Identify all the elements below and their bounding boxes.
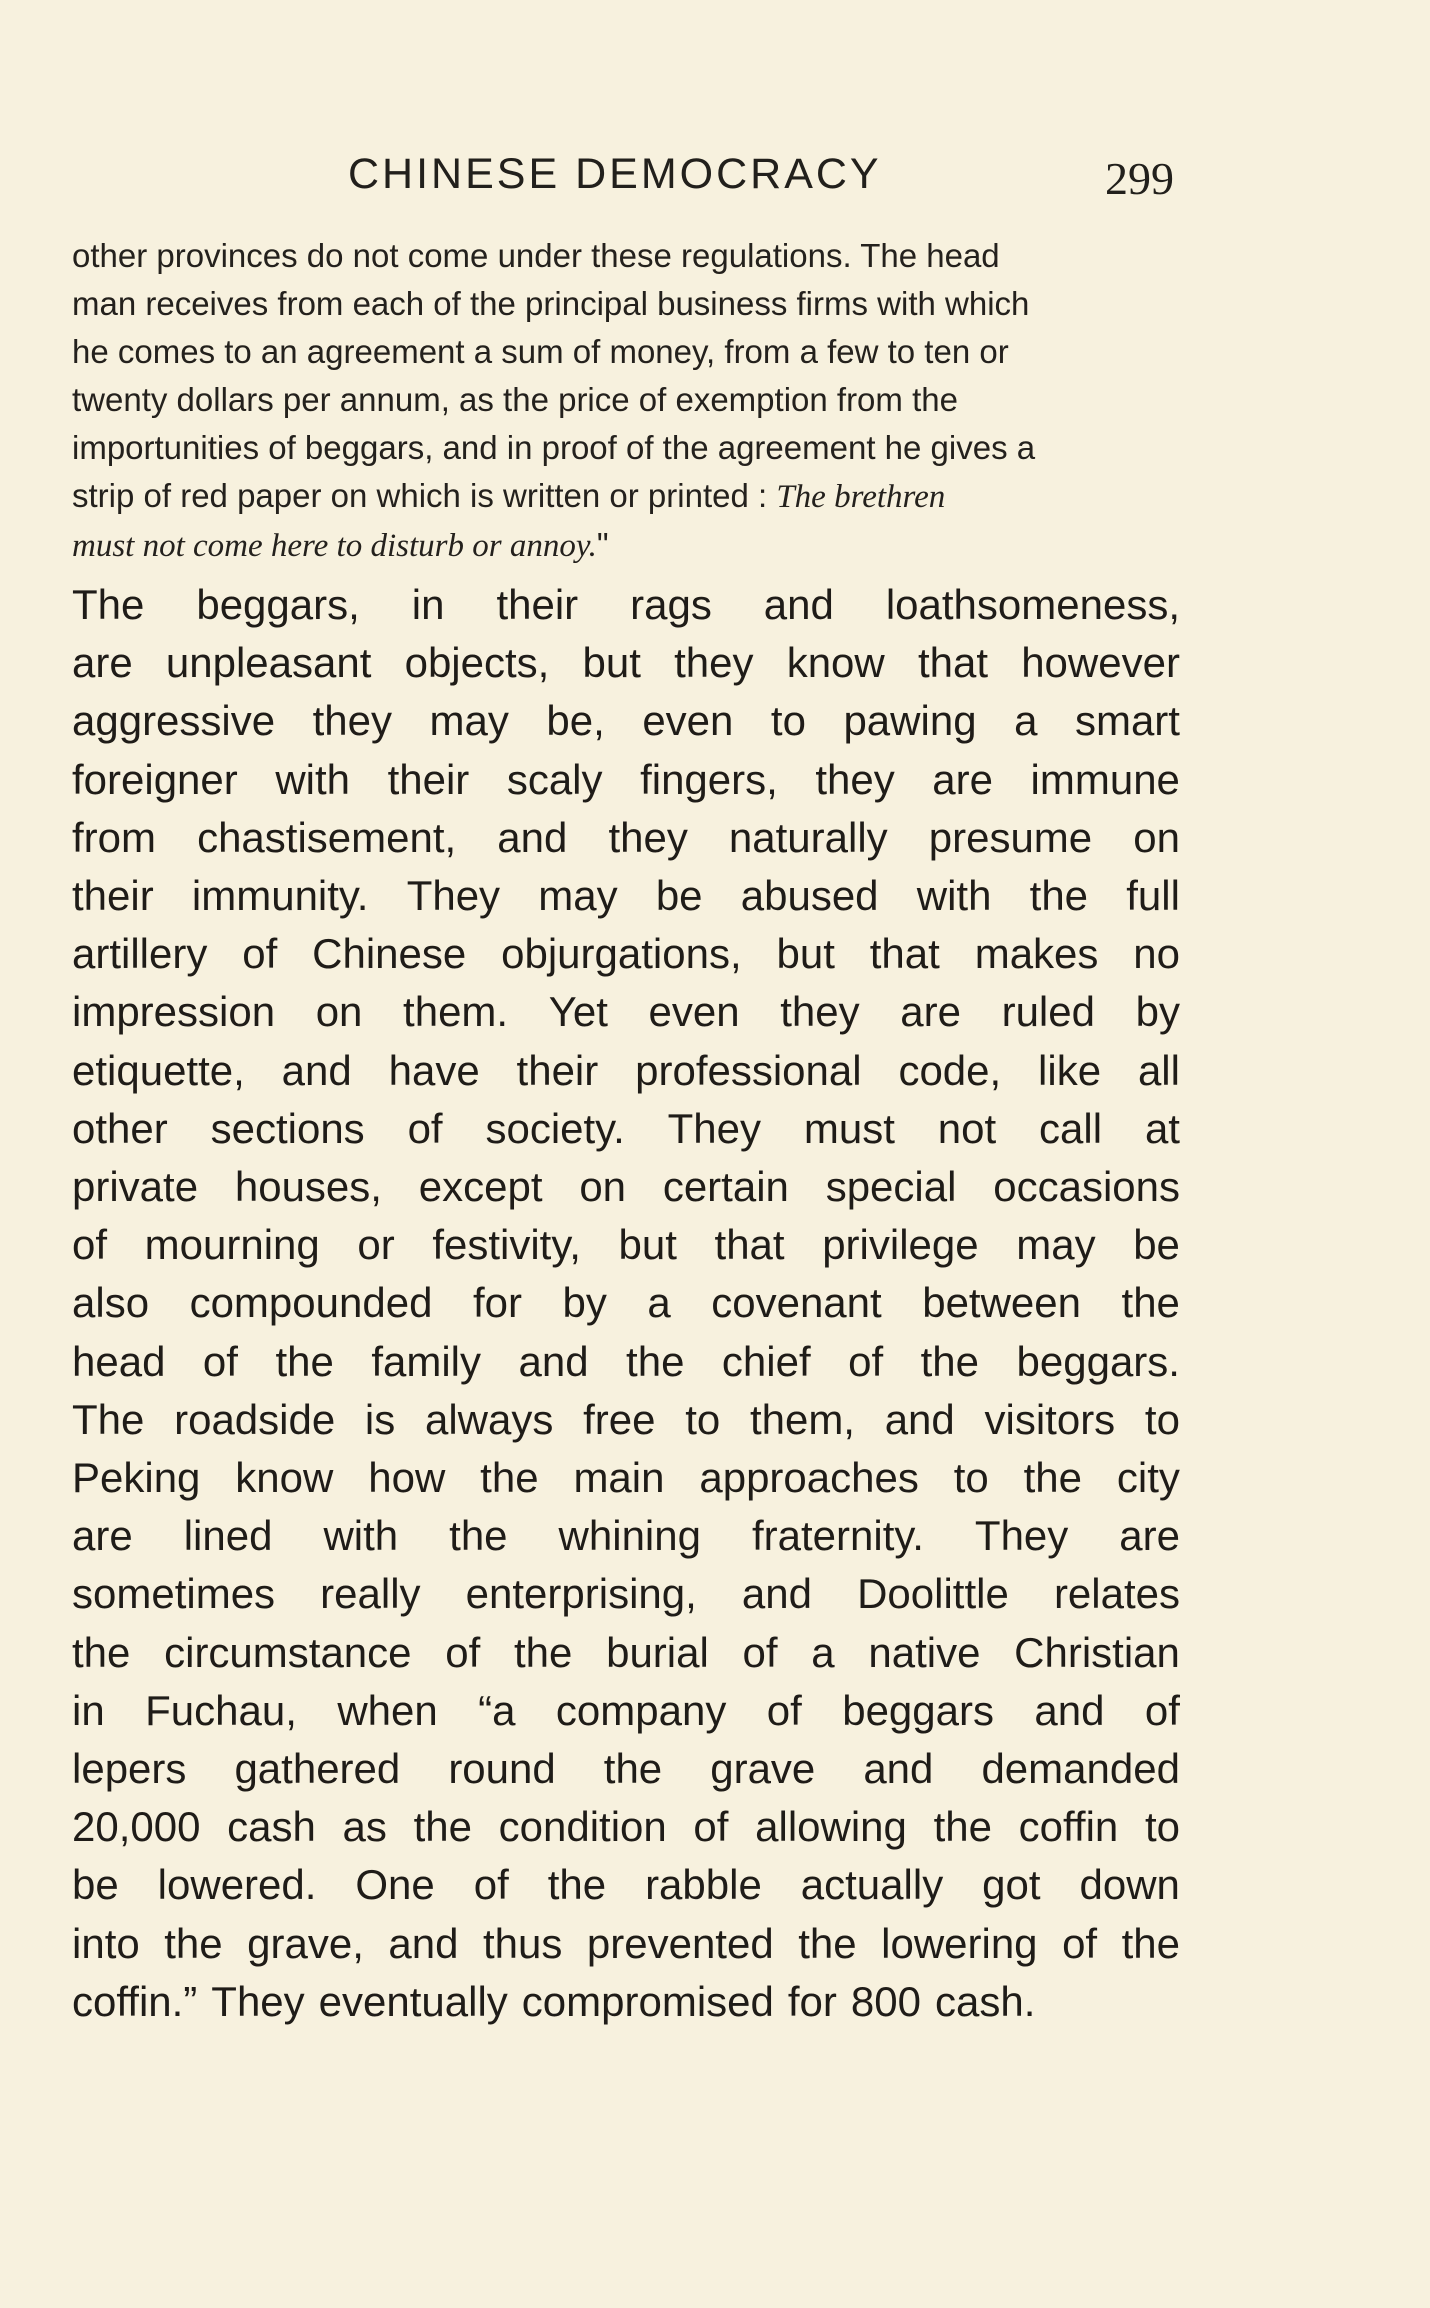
word: company xyxy=(555,1686,727,1734)
word: them. xyxy=(403,988,509,1036)
word: sometimes xyxy=(72,1570,276,1618)
word: grave, xyxy=(247,1919,364,1967)
word: compromised xyxy=(521,1977,774,2025)
paragraph-line xyxy=(72,1391,1180,1449)
paragraph-line xyxy=(72,1915,1180,1973)
word: Chinese xyxy=(312,930,467,978)
word: artillery xyxy=(72,930,208,978)
word: are xyxy=(72,1512,133,1560)
paragraph-line xyxy=(72,692,1180,750)
word: by xyxy=(1135,988,1180,1036)
paragraph-line xyxy=(72,1624,1180,1682)
word: round xyxy=(448,1745,556,1793)
word: that xyxy=(917,639,988,687)
word: cash. xyxy=(934,1977,1036,2025)
word: family xyxy=(371,1337,481,1385)
word: The xyxy=(72,1395,145,1443)
word: be xyxy=(72,1861,119,1909)
word: rags xyxy=(630,581,712,628)
word: abused xyxy=(740,872,879,920)
word: occasions xyxy=(993,1163,1180,1211)
word: whining xyxy=(558,1512,701,1560)
word: beggars. xyxy=(1016,1337,1180,1385)
word: are xyxy=(1119,1512,1180,1560)
word: to xyxy=(1144,1803,1180,1851)
word: They xyxy=(974,1512,1069,1560)
word: they xyxy=(815,755,895,803)
word: in xyxy=(72,1686,105,1734)
word: cash xyxy=(227,1803,316,1851)
word: may xyxy=(1016,1221,1096,1269)
word: the xyxy=(1023,1454,1083,1502)
word: with xyxy=(275,755,351,803)
word: the xyxy=(1029,872,1089,920)
word: their xyxy=(387,755,470,803)
word: the xyxy=(480,1454,539,1502)
paragraph-line xyxy=(72,1973,1180,2031)
paragraph-line xyxy=(72,634,1180,692)
paragraph-line xyxy=(72,867,1180,925)
word: immunity. xyxy=(191,872,369,920)
word: of xyxy=(202,1337,238,1385)
word: They xyxy=(406,872,501,920)
word: and xyxy=(863,1745,934,1793)
word: aggressive xyxy=(72,697,276,745)
word: but xyxy=(776,930,835,978)
word: and xyxy=(763,581,834,628)
word: thus xyxy=(482,1919,563,1967)
quote-line: importunities of beggars, and in proof of the agreement he gives a xyxy=(72,429,1036,466)
word: One xyxy=(355,1861,435,1909)
word: them, xyxy=(749,1395,855,1443)
word: The xyxy=(72,581,145,628)
word: and xyxy=(741,1570,812,1618)
paragraph-line xyxy=(72,983,1180,1041)
word: allowing xyxy=(755,1803,907,1851)
word: smart xyxy=(1074,697,1180,745)
word: Doolittle xyxy=(857,1570,1009,1618)
word: must xyxy=(803,1104,895,1152)
word: native xyxy=(868,1628,981,1676)
word: by xyxy=(562,1279,607,1327)
quote-line xyxy=(72,521,1177,570)
quote-line: man receives from each of the principal business firms with which xyxy=(72,285,1030,322)
quote-line: twenty dollars per annum, as the price of exemption from the xyxy=(72,381,958,418)
word: down xyxy=(1079,1861,1180,1909)
paragraph-line xyxy=(72,1740,1180,1798)
word: gathered xyxy=(234,1745,401,1793)
word: the xyxy=(603,1745,663,1793)
word: their xyxy=(516,1046,599,1094)
word: immune xyxy=(1030,755,1180,803)
word: know xyxy=(235,1454,334,1502)
word: no xyxy=(1133,930,1180,978)
word: head xyxy=(72,1337,166,1385)
word: be, xyxy=(546,697,605,745)
word: from xyxy=(72,813,156,861)
word: lowered. xyxy=(157,1861,317,1909)
word: between xyxy=(922,1279,1082,1327)
word: however xyxy=(1021,639,1180,687)
word: mourning xyxy=(144,1221,320,1269)
word: approaches xyxy=(699,1454,919,1502)
word: their xyxy=(496,581,579,628)
word: Fuchau, xyxy=(145,1686,297,1734)
word: that xyxy=(869,930,940,978)
paragraph-line xyxy=(72,1158,1180,1216)
word: and xyxy=(1034,1686,1105,1734)
word: of xyxy=(848,1337,884,1385)
word: the xyxy=(164,1919,223,1967)
paragraph-line xyxy=(72,576,1180,634)
word: other xyxy=(72,1104,168,1152)
word: are xyxy=(900,988,961,1036)
word: main xyxy=(573,1454,665,1502)
paragraph-line xyxy=(72,1449,1180,1507)
word: impression xyxy=(72,988,276,1036)
word: of xyxy=(72,1221,108,1269)
word: the xyxy=(798,1919,857,1967)
paragraph-line xyxy=(72,1042,1180,1100)
word: the xyxy=(413,1803,472,1851)
word: to xyxy=(1144,1395,1180,1443)
word: relates xyxy=(1053,1570,1180,1618)
word: in xyxy=(411,581,445,628)
word: the xyxy=(920,1337,980,1385)
word: how xyxy=(368,1454,446,1502)
word: call xyxy=(1039,1104,1103,1152)
quote-line: other provinces do not come under these regulations. The head xyxy=(72,237,1000,274)
word: eventually xyxy=(318,1977,508,2025)
word: the xyxy=(933,1803,992,1851)
word: certain xyxy=(662,1163,789,1211)
word: sections xyxy=(210,1104,365,1152)
paragraph-line xyxy=(72,1216,1180,1274)
word: roadside xyxy=(174,1395,336,1443)
word: scaly xyxy=(506,755,603,803)
word: even xyxy=(648,988,740,1036)
word: private xyxy=(72,1163,199,1211)
word: all xyxy=(1137,1046,1180,1094)
word: chastisement, xyxy=(197,813,457,861)
word: etiquette, xyxy=(72,1046,245,1094)
word: not xyxy=(937,1104,997,1152)
word: of xyxy=(1062,1919,1098,1967)
quote-closing-mark: " xyxy=(596,526,609,563)
word: know xyxy=(786,639,885,687)
quote-line: he comes to an agreement a sum of money, from a few to ten or xyxy=(72,333,1009,370)
word: have xyxy=(388,1046,480,1094)
word: for xyxy=(787,1977,837,2025)
word: are xyxy=(72,639,133,687)
word: of xyxy=(473,1861,509,1909)
quoted-passage xyxy=(72,232,1177,570)
paragraph-line xyxy=(72,925,1180,983)
word: the xyxy=(449,1512,508,1560)
word: even xyxy=(642,697,734,745)
word: houses, xyxy=(234,1163,382,1211)
word: 20,000 xyxy=(72,1803,201,1851)
running-head: CHINESE DEMOCRACY xyxy=(348,150,882,198)
word: they xyxy=(312,697,393,745)
word: demanded xyxy=(981,1745,1180,1793)
page-number: 299 xyxy=(1105,153,1174,204)
word: beggars xyxy=(842,1686,994,1734)
word: naturally xyxy=(728,813,888,861)
paragraph-line xyxy=(72,1100,1180,1158)
word: of xyxy=(407,1104,443,1152)
word: the xyxy=(547,1861,607,1909)
word: city xyxy=(1116,1454,1180,1502)
body-paragraph xyxy=(72,576,1180,2031)
word: festivity, xyxy=(432,1221,581,1269)
word: Christian xyxy=(1014,1628,1180,1676)
word: like xyxy=(1038,1046,1102,1094)
word: with xyxy=(323,1512,399,1560)
word: on xyxy=(579,1163,627,1211)
word: special xyxy=(825,1163,957,1211)
word: is xyxy=(364,1395,396,1443)
word: actually xyxy=(800,1861,944,1909)
quote-italic-text: must not come here to disturb or annoy. xyxy=(72,528,597,564)
word: the xyxy=(513,1628,573,1676)
word: the xyxy=(626,1337,685,1385)
word: presume xyxy=(928,813,1093,861)
word: really xyxy=(320,1570,421,1618)
word: ruled xyxy=(1001,988,1095,1036)
word: of xyxy=(242,930,278,978)
word: lepers xyxy=(72,1745,187,1793)
word: lined xyxy=(183,1512,273,1560)
word: They xyxy=(211,1977,305,2025)
word: pawing xyxy=(843,697,977,745)
word: and xyxy=(281,1046,352,1094)
paragraph-line xyxy=(72,1507,1180,1565)
word: on xyxy=(1133,813,1180,861)
word: with xyxy=(916,872,992,920)
word: on xyxy=(315,988,363,1036)
paragraph-line xyxy=(72,751,1180,809)
word: fingers, xyxy=(640,755,778,803)
word: but xyxy=(618,1221,677,1269)
word: when xyxy=(337,1686,438,1734)
word: circumstance xyxy=(164,1628,412,1676)
word: that xyxy=(714,1221,785,1269)
paragraph-line xyxy=(72,1798,1180,1856)
word: “a xyxy=(478,1686,516,1734)
word: Peking xyxy=(72,1454,201,1502)
paragraph-line xyxy=(72,1565,1180,1623)
quote-line-text: strip of red paper on which is written or printed : xyxy=(72,477,777,514)
word: except xyxy=(418,1163,543,1211)
word: of xyxy=(1144,1686,1180,1734)
word: of xyxy=(445,1628,481,1676)
word: be xyxy=(1133,1221,1180,1269)
word: the xyxy=(72,1628,131,1676)
word: compounded xyxy=(189,1279,433,1327)
word: rabble xyxy=(645,1861,762,1909)
word: They xyxy=(667,1104,761,1152)
word: a xyxy=(1014,697,1038,745)
word: makes xyxy=(974,930,1099,978)
word: always xyxy=(424,1395,554,1443)
word: foreigner xyxy=(72,755,238,803)
quote-line xyxy=(72,472,1177,521)
word: also xyxy=(72,1279,150,1327)
word: of xyxy=(693,1803,729,1851)
word: and xyxy=(884,1395,955,1443)
word: prevented xyxy=(586,1919,774,1967)
word: a xyxy=(647,1279,671,1327)
word: to xyxy=(770,697,806,745)
word: to xyxy=(953,1454,989,1502)
word: the xyxy=(275,1337,334,1385)
word: Yet xyxy=(548,988,608,1036)
word: coffin.” xyxy=(72,1977,198,2025)
word: burial xyxy=(606,1628,709,1676)
word: 800 xyxy=(850,1977,921,2025)
word: code, xyxy=(898,1046,1002,1094)
word: grave xyxy=(710,1745,816,1793)
word: may xyxy=(429,697,509,745)
page-header xyxy=(72,150,1180,210)
word: are xyxy=(932,755,993,803)
word: coffin xyxy=(1018,1803,1119,1851)
word: objurgations, xyxy=(501,930,742,978)
paragraph-line xyxy=(72,1682,1180,1740)
word: visitors xyxy=(984,1395,1116,1443)
word: and xyxy=(388,1919,459,1967)
quote-italic-text: The brethren xyxy=(776,479,946,515)
paragraph-line xyxy=(72,809,1180,867)
word: they xyxy=(780,988,860,1036)
word: got xyxy=(982,1861,1041,1909)
paragraph-line xyxy=(72,1274,1180,1332)
word: objects, xyxy=(404,639,550,687)
word: unpleasant xyxy=(165,639,372,687)
word: fraternity. xyxy=(751,1512,924,1560)
word: to xyxy=(685,1395,721,1443)
word: at xyxy=(1144,1104,1180,1152)
word: chief xyxy=(721,1337,811,1385)
word: society. xyxy=(485,1104,625,1152)
word: may xyxy=(538,872,618,920)
word: they xyxy=(608,813,688,861)
word: a xyxy=(811,1628,835,1676)
word: but xyxy=(582,639,641,687)
word: covenant xyxy=(711,1279,882,1327)
word: full xyxy=(1126,872,1180,920)
word: their xyxy=(72,872,154,920)
word: and xyxy=(518,1337,589,1385)
word: condition xyxy=(498,1803,667,1851)
word: they xyxy=(674,639,754,687)
word: lowering xyxy=(881,1919,1038,1967)
word: enterprising, xyxy=(465,1570,697,1618)
word: beggars, xyxy=(196,581,360,628)
word: the xyxy=(1121,1919,1180,1967)
word: privilege xyxy=(822,1221,979,1269)
word: for xyxy=(472,1279,522,1327)
word: or xyxy=(357,1221,395,1269)
word: and xyxy=(497,813,568,861)
paragraph-line xyxy=(72,1856,1180,1914)
word: free xyxy=(583,1395,656,1443)
word: loathsomeness, xyxy=(885,581,1180,628)
word: professional xyxy=(635,1046,862,1094)
word: into xyxy=(72,1919,140,1967)
word: the xyxy=(1121,1279,1180,1327)
word: as xyxy=(342,1803,387,1851)
word: of xyxy=(766,1686,802,1734)
word: of xyxy=(742,1628,778,1676)
word: be xyxy=(655,872,703,920)
paragraph-line xyxy=(72,1333,1180,1391)
